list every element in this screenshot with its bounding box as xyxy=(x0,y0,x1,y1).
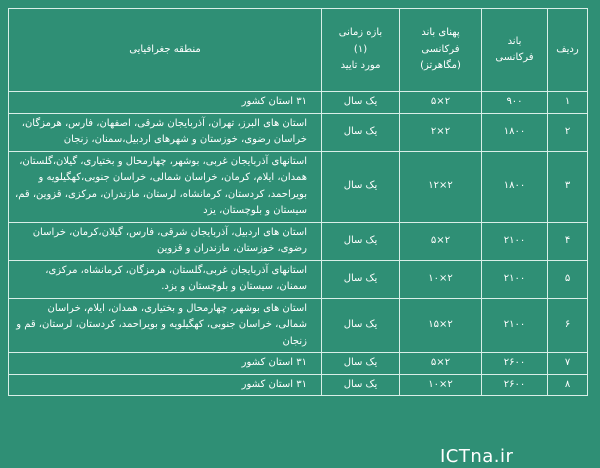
cell-region: ۳۱ استان کشور xyxy=(9,92,322,114)
cell-region: ۳۱ استان کشور xyxy=(9,353,322,375)
header-period-line-1: بازه زمانی xyxy=(338,27,383,39)
cell-band: ۱۸۰۰ xyxy=(482,113,548,151)
cell-period: یک سال xyxy=(322,92,400,114)
cell-period: یک سال xyxy=(322,260,400,298)
site-watermark: ICTna.ir xyxy=(440,446,514,467)
header-row-number-label: ردیف xyxy=(556,43,579,55)
cell-bandwidth: ۲×۱۲ xyxy=(400,151,482,222)
header-geographic-region xyxy=(9,9,322,92)
cell-period: یک سال xyxy=(322,298,400,353)
header-region-label: منطقه جغرافیایی xyxy=(129,43,201,55)
cell-bandwidth: ۲×۵ xyxy=(400,92,482,114)
table-header-row xyxy=(9,9,588,92)
header-band-line-2: فرکانسی xyxy=(495,52,534,63)
cell-row-number: ۶ xyxy=(548,298,588,353)
cell-band: ۲۶۰۰ xyxy=(482,353,548,375)
cell-row-number: ۸ xyxy=(548,374,588,396)
table-row xyxy=(9,222,588,260)
table-row xyxy=(9,113,588,151)
cell-region: استان های بوشهر، چهارمحال و بختیاری، همدان، ایلام، خراسان شمالی، خراسان جنوبی، کهگیلویه و بویراحمد، کردستان، لرستان، قم و زنجان xyxy=(9,298,322,353)
header-bandwidth-line-1: پهنای باند xyxy=(421,27,460,39)
header-approved-period xyxy=(322,9,400,92)
cell-region: استانهای آذربایجان غربی،گلستان، هرمزگان، کرمانشاه، مرکزی، سمنان، سیستان و بلوچستان و یزد. xyxy=(9,260,322,298)
cell-period: یک سال xyxy=(322,374,400,396)
cell-period: یک سال xyxy=(322,151,400,222)
table-row xyxy=(9,374,588,396)
cell-region: استان های البرز، تهران، آذربایجان شرقی، اصفهان، فارس، هرمزگان، خراسان رضوی، خوزستان و شهرهای اردبیل،سمنان، زنجان xyxy=(9,113,322,151)
cell-bandwidth: ۲×۱۰ xyxy=(400,260,482,298)
cell-bandwidth: ۲×۱۰ xyxy=(400,374,482,396)
cell-row-number: ۴ xyxy=(548,222,588,260)
header-period-line-2: (۱) xyxy=(353,43,368,55)
table-row xyxy=(9,151,588,222)
cell-row-number: ۲ xyxy=(548,113,588,151)
cell-region: استانهای آذربایجان غربی، بوشهر، چهارمحال و بختیاری، گیلان،گلستان، همدان، ایلام، کرمان، خراسان شمالی، خراسان جنوبی،کهگیلویه و بویراحمد، کردستان، کرمانشاه، لرستان، مازندران، مرکزی، قزوین، قم، سیستان و بلوچستان، یزد xyxy=(9,151,322,222)
cell-bandwidth: ۲×۵ xyxy=(400,222,482,260)
header-row-number xyxy=(548,9,588,92)
header-bandwidth xyxy=(400,9,482,92)
header-period-line-3: مورد تایید xyxy=(340,60,381,72)
cell-bandwidth: ۲×۵ xyxy=(400,353,482,375)
table-row xyxy=(9,260,588,298)
table-row xyxy=(9,353,588,375)
cell-period: یک سال xyxy=(322,222,400,260)
header-bandwidth-line-2: فرکانسی xyxy=(421,43,460,55)
table-row xyxy=(9,298,588,353)
cell-row-number: ۵ xyxy=(548,260,588,298)
cell-bandwidth: ۲×۲ xyxy=(400,113,482,151)
frequency-allocation-table xyxy=(8,8,588,396)
header-band-line-1: باند xyxy=(507,35,522,47)
cell-band: ۲۶۰۰ xyxy=(482,374,548,396)
cell-band: ۹۰۰ xyxy=(482,92,548,114)
cell-period: یک سال xyxy=(322,113,400,151)
cell-region: استان های اردبیل، آذربایجان شرقی، فارس، گیلان،کرمان، خراسان رضوی، خوزستان، مازندران و قزوین xyxy=(9,222,322,260)
header-bandwidth-line-3: (مگاهرتز) xyxy=(420,60,461,72)
cell-band: ۲۱۰۰ xyxy=(482,298,548,353)
cell-row-number: ۷ xyxy=(548,353,588,375)
cell-row-number: ۱ xyxy=(548,92,588,114)
cell-band: ۱۸۰۰ xyxy=(482,151,548,222)
cell-period: یک سال xyxy=(322,353,400,375)
frequency-table-container xyxy=(8,8,588,396)
header-frequency-band xyxy=(482,9,548,92)
cell-band: ۲۱۰۰ xyxy=(482,260,548,298)
cell-band: ۲۱۰۰ xyxy=(482,222,548,260)
table-row xyxy=(9,92,588,114)
cell-region: ۳۱ استان کشور xyxy=(9,374,322,396)
cell-row-number: ۳ xyxy=(548,151,588,222)
cell-bandwidth: ۲×۱۵ xyxy=(400,298,482,353)
